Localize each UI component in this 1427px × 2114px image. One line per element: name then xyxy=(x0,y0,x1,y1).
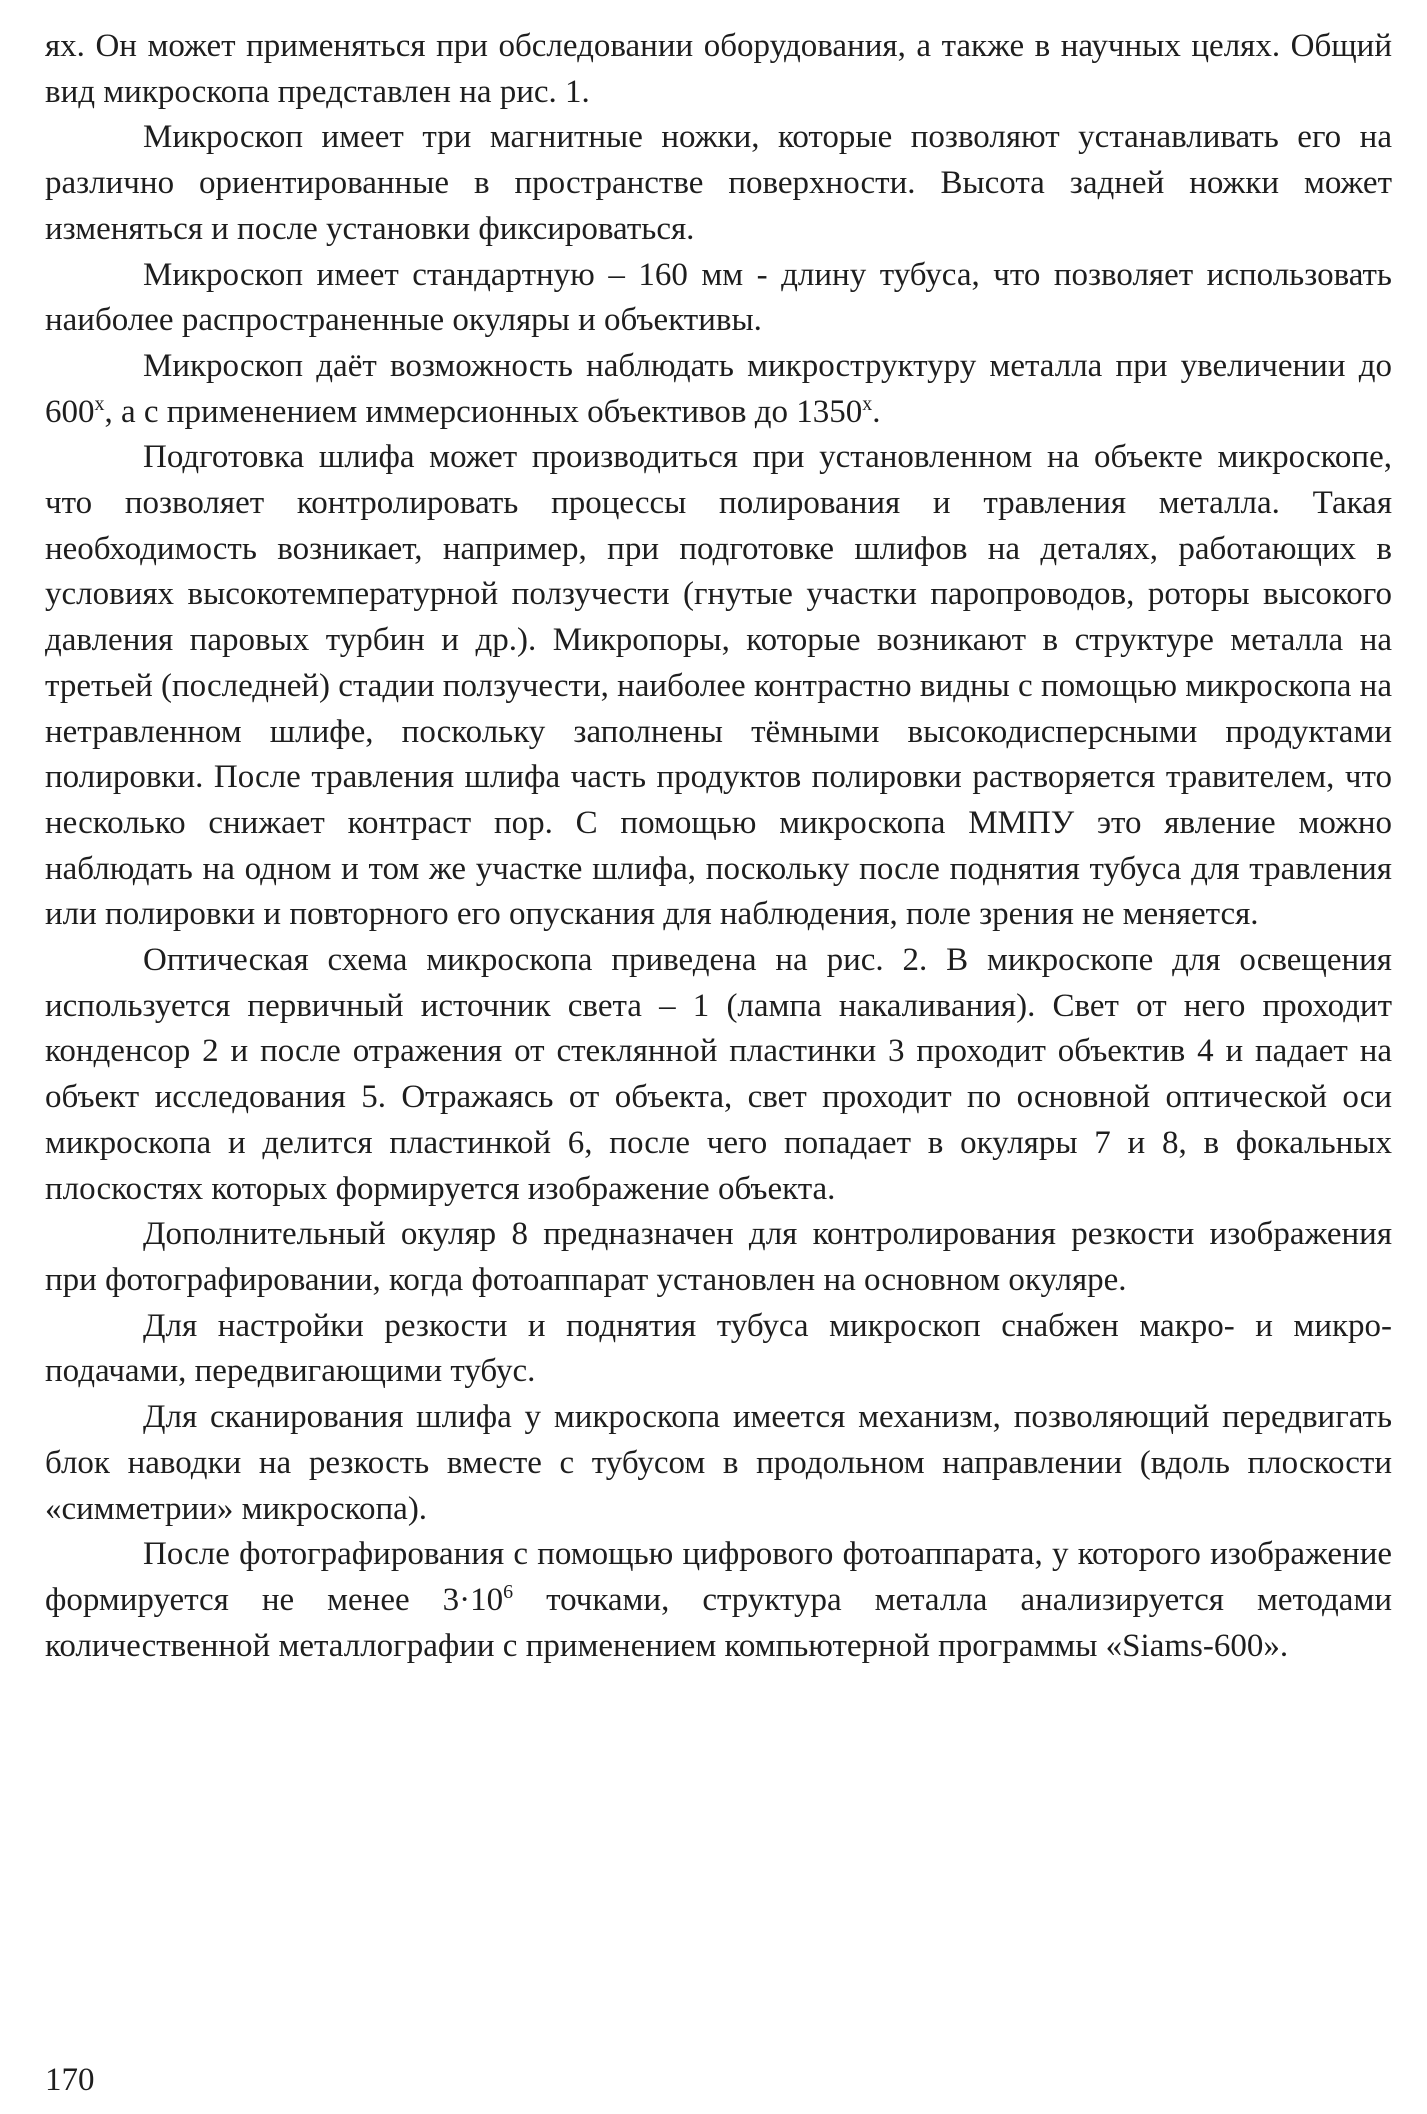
superscript: 6 xyxy=(503,1580,514,1603)
paragraph-p2 xyxy=(45,115,1392,252)
paragraph-p8 xyxy=(45,1304,1392,1395)
text-run: Для сканирования шлифа у микроскопа имеется механизм, позволяющий передвигать блок наводки на резкость вместе с тубусом в продольном направлении (вдоль плоскости «симметрии» микроскопа). xyxy=(45,1399,1392,1527)
text-run: точками, структура металла анализируется методами количественной металлографии с применением компьютерной программы «Siams-600». xyxy=(45,1581,1392,1664)
paragraph-p5 xyxy=(45,435,1392,938)
text-run: Оптическая схема микроскопа приведена на рис. 2. В микроскопе для освещения используется первичный источник света – 1 (лампа накаливания). Свет от него проходит конденсор 2 и после отражения от стеклянной пластинки 3 проходит объектив 4 и падает на объект исследования 5. Отражаясь от объекта, свет проходит по основной оптической оси микроскопа и делится пластинкой 6, после чего попадает в окуляры 7 и 8, в фокальных плоскостях которых формируется изображение объекта. xyxy=(45,942,1392,1207)
text-run: Микроскоп даёт возможность наблюдать микроструктуру металла при увеличении до 600 xyxy=(45,347,1392,430)
text-run: Дополнительный окуляр 8 предназначен для контролирования резкости изображения при фотографировании, когда фотоаппарат установлен на основном окуляре. xyxy=(45,1216,1392,1298)
text-run: Подготовка шлифа может производиться при установленном на объекте микроскопе, что позволяет контролировать процессы полирования и травления металла. Такая необходимость возникает, например, при подготовке шлифов на деталях, работающих в условиях высокотемпературной ползучести (гнутые участки паропроводов, роторы высокого давления паровых турбин и др.). Микропоры, которые возникают в структуре металла на третьей (последней) стадии ползучести, наиболее контрастно видны с помощью микроскопа на нетравленном шлифе, поскольку заполнены тёмными высокодисперсными продуктами полировки. После травления шлифа часть продуктов полировки растворяется травителем, что несколько снижает контраст пор. С помощью микроскопа ММПУ это явление можно наблюдать на одном и том же участке шлифа, поскольку после поднятия тубуса для травления или полировки и повторного его опускания для наблюдения, поле зрения не меняется. xyxy=(45,439,1392,933)
paragraph-p4 xyxy=(45,344,1392,435)
page-number: 170 xyxy=(45,2062,95,2098)
paragraph-p10 xyxy=(45,1532,1392,1669)
superscript: х xyxy=(862,392,873,415)
paragraph-p7 xyxy=(45,1212,1392,1303)
paragraph-p1 xyxy=(45,24,1392,115)
text-run: , а с применением иммерсионных объективов до 1350 xyxy=(104,393,863,430)
superscript: х xyxy=(94,392,105,415)
text-run: ях. Он может применяться при обследовании оборудования, а также в научных целях. Общий вид микроскопа представлен на рис. 1. xyxy=(45,28,1392,110)
paragraph-p3 xyxy=(45,253,1392,344)
text-run: После фотографирования с помощью цифрового фотоаппарата, у которого изображение формируется не менее 3·10 xyxy=(45,1536,1392,1618)
text-run: Микроскоп имеет стандартную – 160 мм - длину тубуса, что позволяет использовать наиболее распространенные окуляры и объективы. xyxy=(45,256,1392,339)
body-text xyxy=(45,24,1392,1669)
text-run: . xyxy=(872,393,881,430)
text-run: Микроскоп имеет три магнитные ножки, которые позволяют устанавливать его на различно ориентированные в пространстве поверхности. Высота задней ножки может изменяться и после установки фиксироваться. xyxy=(45,119,1392,247)
text-run: Для настройки резкости и поднятия тубуса микроскоп снабжен макро- и микро-подачами, передвигающими тубус. xyxy=(45,1307,1392,1390)
paragraph-p9 xyxy=(45,1395,1392,1532)
paragraph-p6 xyxy=(45,938,1392,1212)
